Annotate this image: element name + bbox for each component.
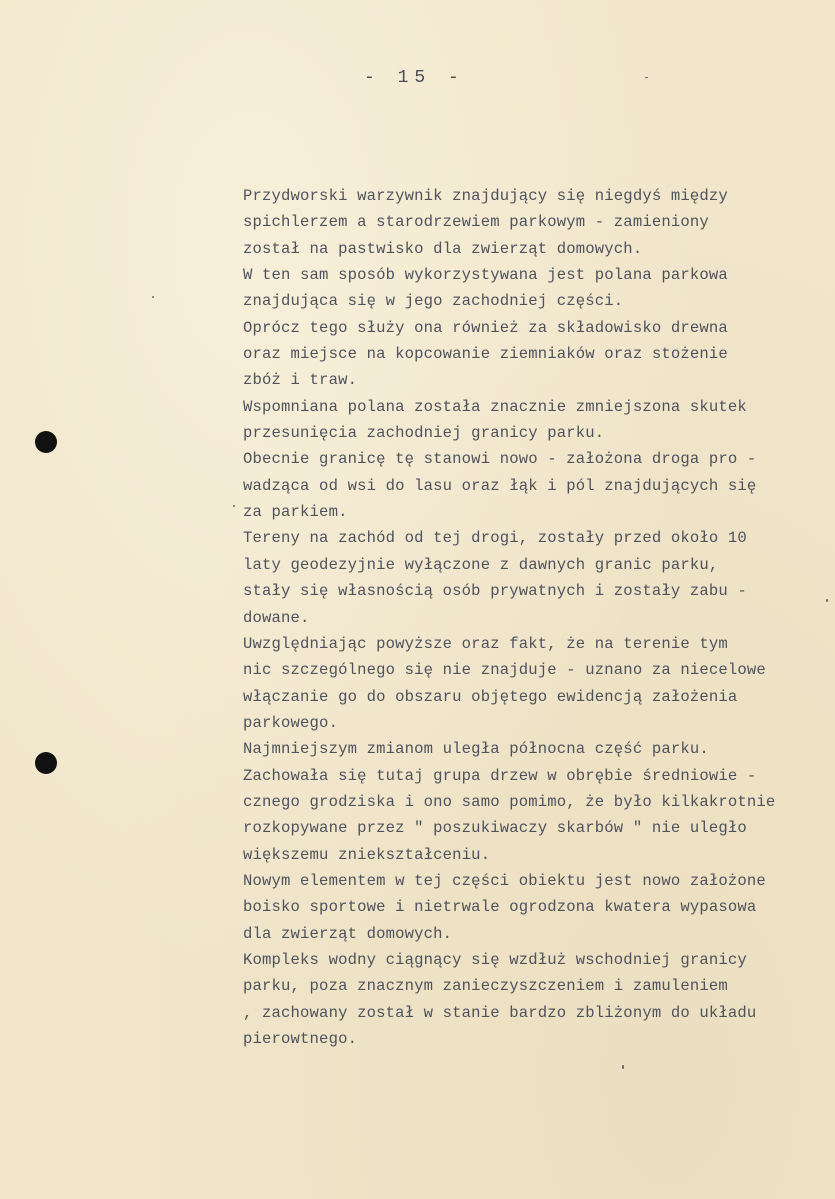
body-text: [243, 183, 818, 1052]
punch-hole-bottom: [35, 752, 57, 774]
text-line: Najmniejszym zmianom uległa północna część parku.: [243, 740, 709, 759]
text-line: Przydworski warzywnik znajdujący się niegdyś między: [243, 187, 728, 205]
text-line: zbóż i traw.: [243, 371, 358, 390]
text-line: Uwzględniając powyższe oraz fakt, że na terenie tym: [243, 634, 728, 653]
text-line: laty geodezyjnie wyłączone z dawnych granic parku,: [243, 555, 719, 574]
paper-speck: [233, 505, 235, 507]
text-line: pierowtnego.: [243, 1030, 358, 1048]
text-line: , zachowany został w stanie bardzo zbliżonym do układu: [243, 1003, 757, 1022]
text-line: został na pastwisko dla zwierząt domowych.: [243, 239, 643, 258]
text-line: spichlerzem a starodrzewiem parkowym - zamieniony: [243, 213, 709, 232]
text-line: wadząca od wsi do lasu oraz łąk i pól znajdujących się: [243, 476, 757, 495]
text-line: parkowego.: [243, 713, 339, 732]
text-line: przesunięcia zachodniej granicy parku.: [243, 424, 605, 443]
punch-hole-top: [35, 431, 57, 453]
text-line: Kompleks wodny ciągnący się wzdłuż wschodniej granicy: [243, 950, 747, 969]
paper-speck: [826, 599, 828, 602]
text-line: Nowym elementem w tej części obiektu jest nowo założone: [243, 871, 766, 890]
text-line: parku, poza znacznym zanieczyszczeniem i zamuleniem: [243, 977, 728, 996]
text-line: Tereny na zachód od tej drogi, zostały przed około 10: [243, 529, 747, 548]
text-line: oraz miejsce na kopcowanie ziemniaków oraz stożenie: [243, 345, 728, 364]
text-line: stały się własnością osób prywatnych i zostały zabu -: [243, 582, 747, 601]
text-line: cznego grodziska i ono samo pomimo, że było kilkakrotnie: [243, 792, 776, 811]
text-line: dowane.: [243, 608, 310, 627]
text-line: Obecnie granicę tę stanowi nowo - założona droga pro -: [243, 450, 757, 469]
text-line: włączanie go do obszaru objętego ewidencją założenia: [243, 687, 738, 706]
text-line: W ten sam sposób wykorzystywana jest polana parkowa: [243, 266, 728, 285]
text-line: Oprócz tego służy ona również za składowisko drewna: [243, 318, 728, 337]
paper-speck: [645, 77, 648, 78]
text-line: większemu zniekształceniu.: [243, 845, 491, 864]
text-line: boisko sportowe i nietrwale ogrodzona kwatera wypasowa: [243, 898, 757, 917]
text-line: dla zwierząt domowych.: [243, 924, 453, 943]
paper-speck: [622, 1065, 624, 1069]
paper-speck: [152, 296, 154, 298]
text-line: za parkiem.: [243, 503, 348, 522]
text-line: nic szczególnego się nie znajduje - uznano za niecelowe: [243, 661, 766, 680]
text-line: rozkopywane przez " poszukiwaczy skarbów " nie uległo: [243, 819, 747, 838]
page-number: - 15 -: [364, 68, 465, 88]
text-line: Zachowała się tutaj grupa drzew w obrębie średniowie -: [243, 766, 757, 785]
text-line: Wspomniana polana została znacznie zmniejszona skutek: [243, 397, 747, 416]
text-line: znajdująca się w jego zachodniej części.: [243, 292, 624, 311]
